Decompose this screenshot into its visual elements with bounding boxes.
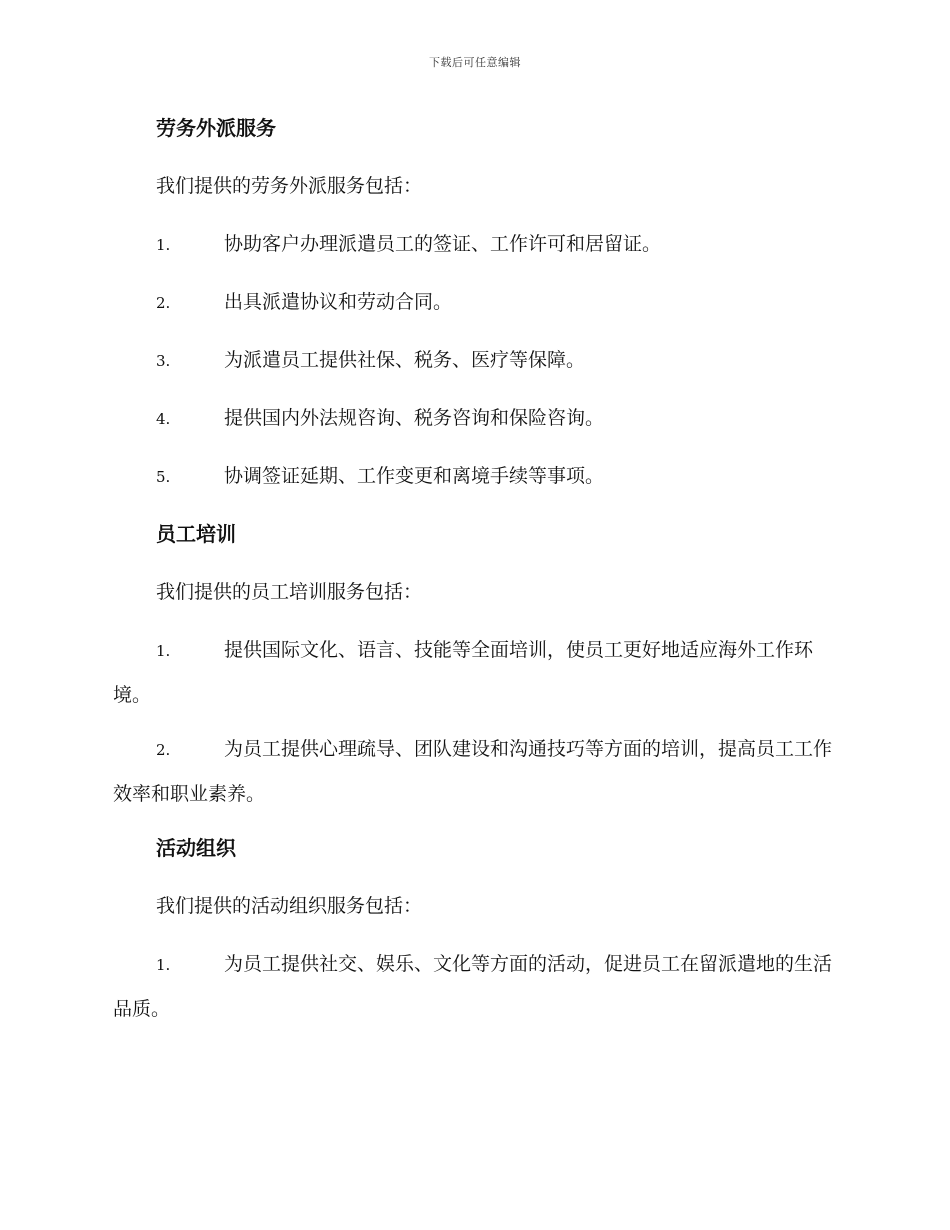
- section-title: 劳务外派服务: [156, 116, 276, 140]
- document-body: [113, 110, 833, 1045]
- list-item-text: 为派遣员工提供社保、税务、医疗等保障。: [224, 349, 586, 371]
- section-intro: 我们提供的员工培训服务包括：: [156, 581, 423, 603]
- list-item-number: 5.: [156, 468, 171, 486]
- list-item-text: 提供国内外法规咨询、税务咨询和保险咨询。: [224, 407, 605, 429]
- list-item: [113, 226, 833, 284]
- list-item-number: 2.: [156, 741, 171, 759]
- list-item: [113, 284, 833, 342]
- list-item-text: 出具派遣协议和劳动合同。: [224, 291, 453, 313]
- section-title: 活动组织: [156, 836, 236, 860]
- list-item-number: 1.: [156, 236, 171, 254]
- list-item-text: 为员工提供社交、娱乐、文化等方面的活动，促进员工在留派遣地的生活品质。: [113, 953, 833, 1020]
- section-title: 员工培训: [156, 522, 236, 546]
- list-item: [113, 727, 833, 830]
- section-labor-dispatch: [113, 110, 833, 516]
- list-item: [113, 458, 833, 516]
- list-item-text: 提供国际文化、语言、技能等全面培训，使员工更好地适应海外工作环境。: [113, 639, 814, 706]
- list-item-number: 2.: [156, 294, 171, 312]
- list-item: [113, 400, 833, 458]
- list-item-text: 协助客户办理派遣员工的签证、工作许可和居留证。: [224, 233, 662, 255]
- list-item: [113, 942, 833, 1045]
- list-item-number: 1.: [156, 642, 171, 660]
- list-item-number: 3.: [156, 352, 171, 370]
- list-item-text: 协调签证延期、工作变更和离境手续等事项。: [224, 465, 605, 487]
- section-activity-organization: [113, 830, 833, 1045]
- section-employee-training: [113, 516, 833, 830]
- section-intro: 我们提供的劳务外派服务包括：: [156, 175, 423, 197]
- page-header-note: 下载后可任意编辑: [429, 56, 521, 69]
- list-item: [113, 628, 833, 731]
- list-item: [113, 342, 833, 400]
- list-item-number: 4.: [156, 410, 171, 428]
- list-item-number: 1.: [156, 956, 171, 974]
- section-intro: 我们提供的活动组织服务包括：: [156, 895, 423, 917]
- list-item-text: 为员工提供心理疏导、团队建设和沟通技巧等方面的培训，提高员工工作效率和职业素养。: [113, 738, 833, 805]
